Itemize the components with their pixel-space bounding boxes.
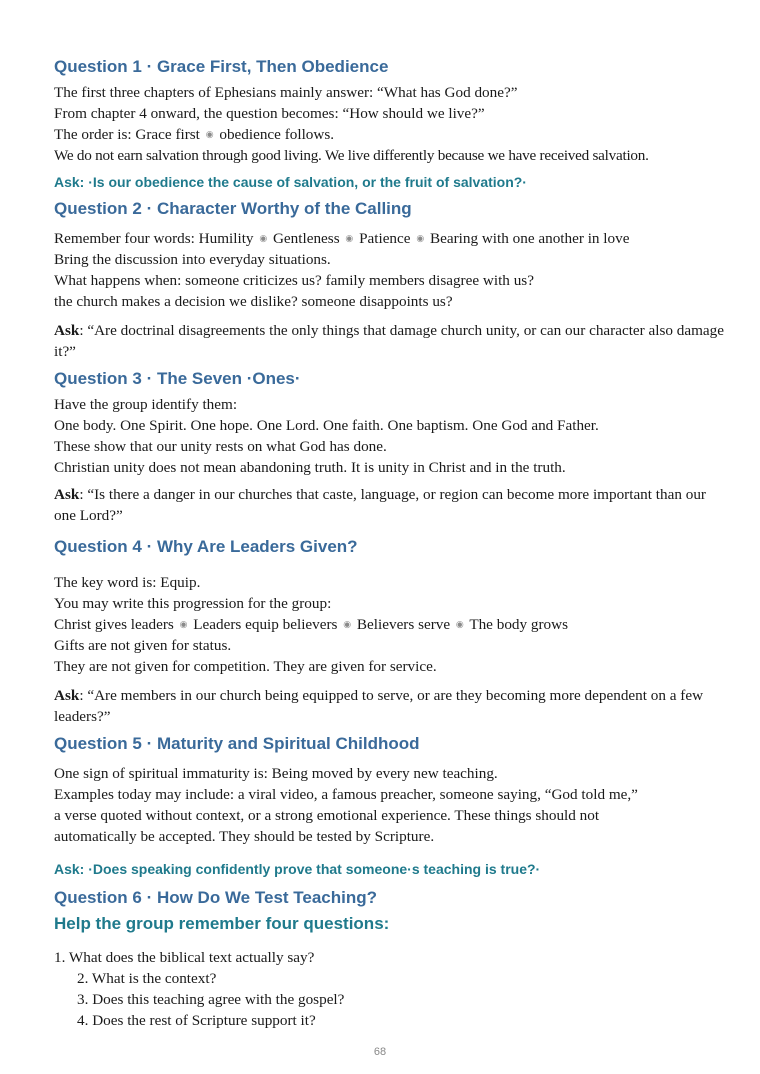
list-item: 3. Does this teaching agree with the gospel? xyxy=(77,991,345,1008)
q3-heading: Question 3 · The Seven ·Ones· xyxy=(54,369,301,388)
small-circle-bullet-icon: ◉ xyxy=(179,619,188,629)
q3-line-2: One body. One Spirit. One hope. One Lord. One faith. One baptism. One God and Father. xyxy=(54,417,599,434)
q1-earn: We do not earn salvation through good living. We live differently because we have received salvation. xyxy=(54,147,649,164)
q5-line-3: a verse quoted without context, or a strong emotional experience. These things should not xyxy=(54,807,600,824)
small-circle-bullet-icon: ◉ xyxy=(205,129,214,139)
q4-step-3: Believers serve xyxy=(356,616,451,633)
q5-line-2: Examples today may include: a viral video, a famous preacher, someone saying, “God told me,” xyxy=(54,786,638,803)
q4-line-4: They are not given for competition. They are given for service. xyxy=(54,658,437,675)
q2-ask-text: : “Are doctrinal disagreements the only things that damage church unity, or can our character also damage it?” xyxy=(54,322,724,360)
q3-line-4: Christian unity does not mean abandoning truth. It is unity in Christ and in the truth. xyxy=(54,459,566,476)
q2-words xyxy=(54,228,724,249)
q3-ask xyxy=(54,484,724,526)
small-circle-bullet-icon: ◉ xyxy=(345,233,354,243)
q4-ask-text: : “Are members in our church being equipped to serve, or are they becoming more dependent on a few leaders?” xyxy=(54,687,704,725)
q6-heading: Question 6 · How Do We Test Teaching? xyxy=(54,888,378,907)
q1-line-1: The first three chapters of Ephesians mainly answer: “What has God done?” xyxy=(54,84,518,101)
list-item: 4. Does the rest of Scripture support it? xyxy=(77,1012,316,1029)
q2-word-bearing: Bearing with one another in love xyxy=(429,230,630,247)
q5-line-1: One sign of spiritual immaturity is: Being moved by every new teaching. xyxy=(54,765,498,782)
q2-line-3: the church makes a decision we dislike? someone disappoints us? xyxy=(54,293,453,310)
q1-heading: Question 1 · Grace First, Then Obedience xyxy=(54,57,389,76)
page-number: 68 xyxy=(373,1046,387,1058)
q2-words-prefix: Remember four words: Humility xyxy=(54,230,254,247)
test-questions-list xyxy=(54,947,724,1031)
q1-line-2: From chapter 4 onward, the question becomes: “How should we live?” xyxy=(54,105,485,122)
q2-word-patience: Patience xyxy=(359,230,411,247)
q4-heading: Question 4 · Why Are Leaders Given? xyxy=(54,537,358,556)
q4-line-2: You may write this progression for the group: xyxy=(54,595,332,612)
q5-heading: Question 5 · Maturity and Spiritual Childhood xyxy=(54,734,420,753)
q1-order xyxy=(54,124,724,145)
q4-line-1: The key word is: Equip. xyxy=(54,574,201,591)
q1-ask: Ask: ·Is our obedience the cause of salvation, or the fruit of salvation?· xyxy=(54,174,527,190)
q1-order-prefix: The order is: Grace first xyxy=(54,126,200,143)
q3-line-3: These show that our unity rests on what God has done. xyxy=(54,438,387,455)
q4-step-2: Leaders equip believers xyxy=(193,616,338,633)
q2-line-1: Bring the discussion into everyday situations. xyxy=(54,251,331,268)
q1-order-suffix: obedience follows. xyxy=(219,126,335,143)
q2-word-gentleness: Gentleness xyxy=(272,230,340,247)
q5-line-4: automatically be accepted. They should be tested by Scripture. xyxy=(54,828,435,845)
q2-heading: Question 2 · Character Worthy of the Calling xyxy=(54,199,412,218)
small-circle-bullet-icon: ◉ xyxy=(455,619,464,629)
q6-subheading: Help the group remember four questions: xyxy=(54,914,390,933)
q4-step-1: Christ gives leaders xyxy=(54,616,174,633)
small-circle-bullet-icon: ◉ xyxy=(343,619,352,629)
small-circle-bullet-icon: ◉ xyxy=(259,233,268,243)
q2-ask-label: Ask xyxy=(54,322,80,339)
q2-ask xyxy=(54,320,724,362)
q4-step-4: The body grows xyxy=(469,616,569,633)
q3-line-1: Have the group identify them: xyxy=(54,396,238,413)
small-circle-bullet-icon: ◉ xyxy=(416,233,425,243)
q4-progression xyxy=(54,614,724,635)
page-content xyxy=(54,56,724,1031)
list-item: 1. What does the biblical text actually say? xyxy=(54,949,315,966)
list-item: 2. What is the context? xyxy=(77,970,217,987)
q3-ask-text: : “Is there a danger in our churches that caste, language, or region can become more important than our one Lord?” xyxy=(54,486,706,524)
q4-ask-label: Ask xyxy=(54,687,80,704)
q3-ask-label: Ask xyxy=(54,486,80,503)
q4-ask xyxy=(54,685,724,727)
q2-line-2: What happens when: someone criticizes us? family members disagree with us? xyxy=(54,272,534,289)
q5-ask: Ask: ·Does speaking confidently prove that someone·s teaching is true?· xyxy=(54,861,541,877)
q4-line-3: Gifts are not given for status. xyxy=(54,637,232,654)
